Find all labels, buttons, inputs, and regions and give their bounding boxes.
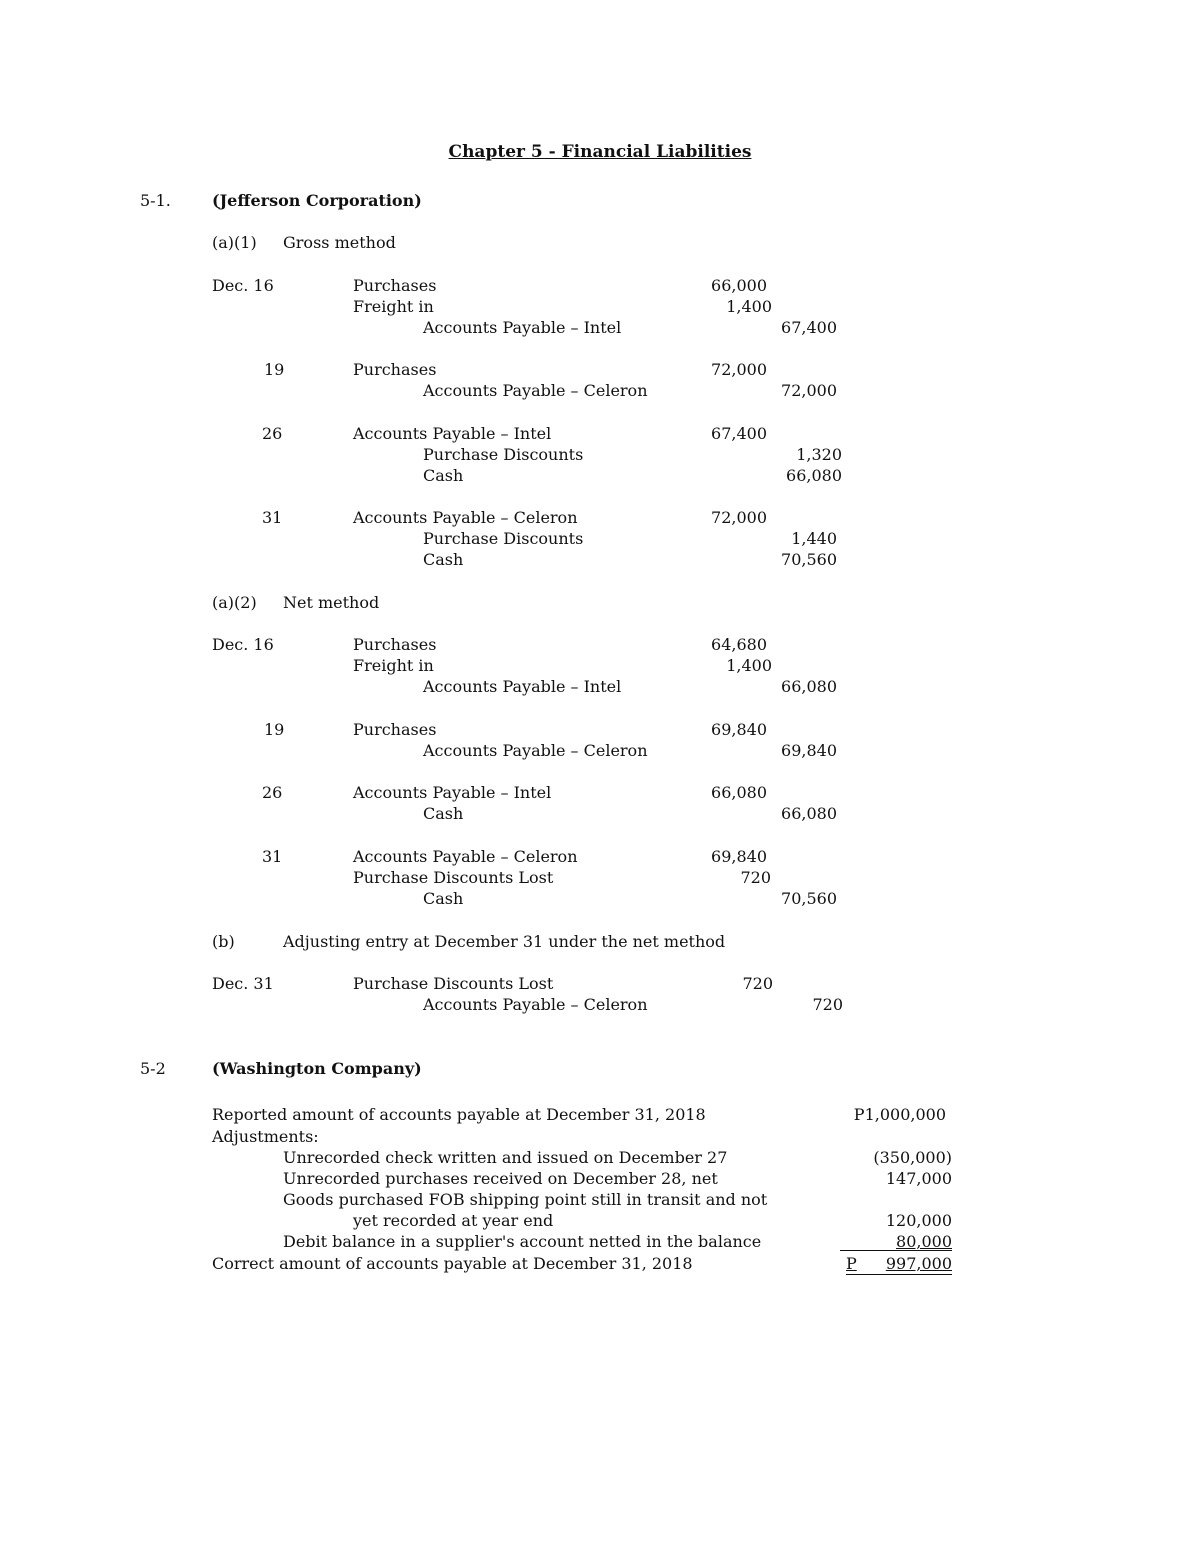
entry-date: 31	[262, 847, 283, 866]
part-heading: Adjusting entry at December 31 under the net method	[283, 932, 726, 951]
debit-account: Accounts Payable – Intel	[353, 783, 552, 802]
credit-account: Accounts Payable – Intel	[423, 677, 622, 696]
debit-amount: 64,680	[711, 635, 767, 654]
entry-date: Dec. 16	[212, 276, 274, 295]
debit-account: Purchases	[353, 276, 437, 295]
entry-date: 19	[264, 360, 285, 379]
credit-amount: 1,440	[791, 529, 837, 548]
credit-amount: 70,560	[781, 550, 837, 569]
debit-amount: 66,000	[711, 276, 767, 295]
part-heading: Net method	[283, 593, 380, 612]
debit-amount: 1,400	[726, 656, 772, 675]
problem-name: (Washington Company)	[212, 1059, 422, 1078]
credit-account: Accounts Payable – Celeron	[423, 995, 648, 1014]
entry-date: Dec. 16	[212, 635, 274, 654]
credit-account: Cash	[423, 804, 464, 823]
debit-amount: 720	[740, 868, 771, 887]
adjustment-label: Goods purchased FOB shipping point still in transit and not	[283, 1190, 768, 1209]
adjustment-label: Unrecorded check written and issued on December 27	[283, 1148, 728, 1167]
debit-amount: 69,840	[711, 847, 767, 866]
credit-amount: 1,320	[796, 445, 842, 464]
credit-amount: 70,560	[781, 889, 837, 908]
part-label: (a)(1)	[212, 233, 257, 252]
problem-number: 5-2	[140, 1059, 166, 1078]
subtotal-rule	[840, 1250, 952, 1251]
debit-account: Purchases	[353, 635, 437, 654]
entry-date: 26	[262, 783, 283, 802]
adjustment-label: Unrecorded purchases received on December 28, net	[283, 1169, 718, 1188]
entry-date: 19	[264, 720, 285, 739]
credit-account: Accounts Payable – Celeron	[423, 381, 648, 400]
debit-account: Accounts Payable – Intel	[353, 424, 552, 443]
debit-amount: 72,000	[711, 360, 767, 379]
adjustments-label: Adjustments:	[212, 1127, 319, 1146]
part-label: (a)(2)	[212, 593, 257, 612]
debit-account: Purchase Discounts Lost	[353, 868, 554, 887]
correct-label: Correct amount of accounts payable at December 31, 2018	[212, 1254, 693, 1273]
problem-number: 5-1.	[140, 191, 171, 210]
part-heading: Gross method	[283, 233, 396, 252]
debit-account: Freight in	[353, 656, 434, 675]
credit-account: Cash	[423, 889, 464, 908]
debit-amount: 720	[742, 974, 773, 993]
debit-amount: 69,840	[711, 720, 767, 739]
adjustment-label: Debit balance in a supplier's account netted in the balance	[283, 1232, 762, 1251]
correct-currency: P	[846, 1254, 857, 1273]
credit-account: Cash	[423, 550, 464, 569]
entry-date: Dec. 31	[212, 974, 274, 993]
credit-amount: 69,840	[781, 741, 837, 760]
debit-account: Freight in	[353, 297, 434, 316]
debit-account: Purchases	[353, 720, 437, 739]
adjustment-amount: (350,000)	[873, 1148, 952, 1167]
debit-amount: 72,000	[711, 508, 767, 527]
debit-account: Purchases	[353, 360, 437, 379]
adjustment-amount: 80,000	[896, 1232, 952, 1251]
debit-account: Accounts Payable – Celeron	[353, 508, 578, 527]
credit-amount: 67,400	[781, 318, 837, 337]
debit-amount: 66,080	[711, 783, 767, 802]
reported-label: Reported amount of accounts payable at December 31, 2018	[212, 1105, 706, 1124]
debit-account: Accounts Payable – Celeron	[353, 847, 578, 866]
debit-amount: 67,400	[711, 424, 767, 443]
debit-amount: 1,400	[726, 297, 772, 316]
total-underline	[846, 1274, 952, 1275]
problem-name: (Jefferson Corporation)	[212, 191, 422, 210]
entry-date: 31	[262, 508, 283, 527]
credit-amount: 66,080	[786, 466, 842, 485]
reported-amount: P1,000,000	[853, 1105, 946, 1124]
credit-amount: 66,080	[781, 677, 837, 696]
credit-account: Cash	[423, 466, 464, 485]
adjustment-amount: 147,000	[885, 1169, 952, 1188]
debit-account: Purchase Discounts Lost	[353, 974, 554, 993]
credit-amount: 66,080	[781, 804, 837, 823]
credit-account: Accounts Payable – Intel	[423, 318, 622, 337]
credit-amount: 720	[812, 995, 843, 1014]
credit-account: Accounts Payable – Celeron	[423, 741, 648, 760]
page-title: Chapter 5 - Financial Liabilities	[448, 142, 752, 162]
credit-account: Purchase Discounts	[423, 529, 584, 548]
adjustment-amount: 120,000	[885, 1211, 952, 1230]
entry-date: 26	[262, 424, 283, 443]
credit-account: Purchase Discounts	[423, 445, 584, 464]
correct-amount: 997,000	[885, 1254, 952, 1273]
adjustment-label-continued: yet recorded at year end	[353, 1211, 554, 1230]
credit-amount: 72,000	[781, 381, 837, 400]
part-label: (b)	[212, 932, 235, 951]
